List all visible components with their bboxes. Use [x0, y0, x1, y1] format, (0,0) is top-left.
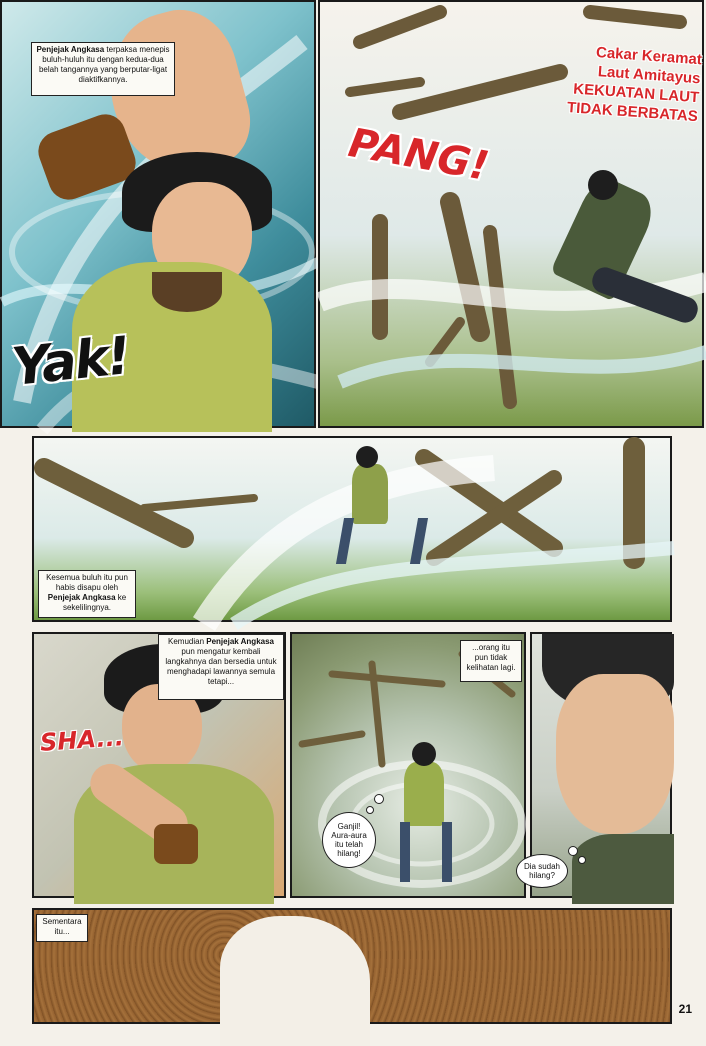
caption-part-1: Kemudian	[168, 637, 207, 646]
hero-torso	[352, 464, 388, 524]
thought-dot-3	[568, 846, 578, 856]
silhouette	[220, 916, 370, 1046]
thought-text: Dia sudah hilang?	[523, 862, 561, 880]
hero-small-legs	[400, 822, 452, 882]
stranger-face	[556, 674, 674, 834]
technique-line-1: Cakar Keramat	[595, 43, 703, 69]
caption-text: Sementara itu...	[42, 917, 82, 936]
sfx-sha: SHA...	[39, 723, 125, 757]
caption-name: Penjejak Angkasa	[36, 45, 105, 54]
caption-part-2: ke sekelilingnya.	[62, 593, 127, 612]
thought-dot-2	[366, 806, 374, 814]
caption-text: ...orang itu pun tidak kelihatan lagi.	[466, 643, 516, 672]
hero-head	[356, 446, 378, 468]
sfx-yak: Yak!	[9, 326, 132, 398]
panel-4	[32, 632, 286, 898]
hero-small-head	[412, 742, 436, 766]
panel-7	[32, 908, 672, 1024]
hero-small-torso	[404, 762, 444, 826]
attacker-head	[588, 170, 618, 200]
panel-7-caption	[36, 914, 88, 942]
thought-text: Ganjil! Aura-aura itu telah hilang!	[331, 822, 367, 858]
technique-line-2: Laut Amitayus	[597, 63, 702, 88]
technique-name	[518, 38, 703, 126]
caption-name: Penjejak Angkasa	[206, 637, 274, 646]
technique-line-3: KEKUATAN LAUT	[572, 80, 700, 107]
thought-dot-1	[374, 794, 384, 804]
caption-name: Penjejak Angkasa	[47, 593, 116, 602]
panel-4-caption	[158, 634, 284, 700]
caption-text: terpaksa menepis buluh-huluh itu dengan kedua-dua belah tangannya yang berputar-ligat diaktifkannya.	[38, 45, 170, 84]
sfx-pang: PANG!	[345, 120, 493, 190]
panel-5	[290, 632, 526, 898]
thought-dot-4	[578, 856, 586, 864]
panel-3	[32, 436, 672, 622]
stranger-collar	[572, 834, 674, 904]
panel-1-caption	[31, 42, 175, 96]
hero-legs	[336, 518, 428, 564]
technique-line-4: TIDAK BERBATAS	[566, 99, 699, 126]
page-number: 21	[678, 1002, 692, 1016]
panel-5-thought-bubble	[322, 812, 376, 868]
caption-part-2: pun mengatur kembali langkahnya dan bersedia untuk menghadapi lawannya semula tetapi...	[165, 647, 277, 686]
panel-1	[0, 0, 316, 428]
hero-bracer	[154, 824, 198, 864]
panel-5-caption	[460, 640, 522, 682]
panel-6	[523, 632, 672, 898]
panel-6-thought-bubble	[516, 854, 568, 888]
fighter-collar	[152, 272, 222, 312]
panel-3-caption	[38, 570, 136, 618]
panel-2	[318, 0, 704, 428]
caption-part-1: Kesemua buluh itu pun habis disapu oleh	[46, 573, 128, 592]
